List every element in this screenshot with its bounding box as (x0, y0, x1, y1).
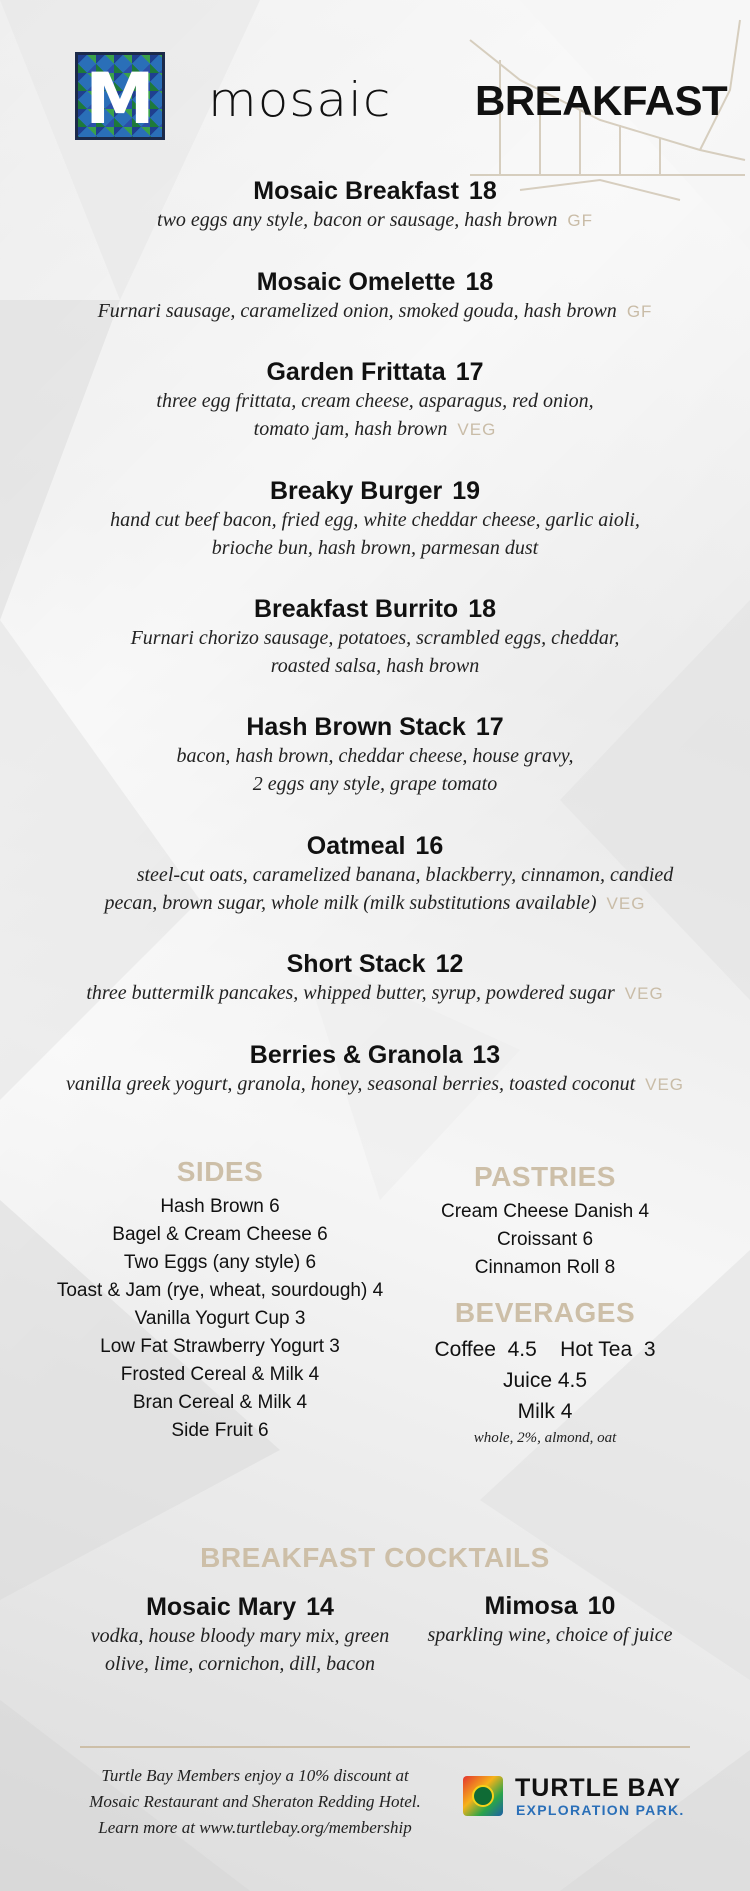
item-description: Furnari chorizo sausage, potatoes, scrambled eggs, cheddar, (130, 627, 620, 649)
sides-title: SIDES (176, 1156, 264, 1187)
list-item: Side Fruit 6 (171, 1420, 269, 1441)
item-description: steel-cut oats, caramelized banana, blackberry, cinnamon, candied (136, 864, 674, 886)
item-description: olive, lime, cornichon, dill, bacon (105, 1653, 375, 1675)
list-item: Juice 4.5 (502, 1369, 588, 1392)
list-item: Toast & Jam (rye, wheat, sourdough) 4 (56, 1280, 384, 1301)
list-item: Cinnamon Roll 8 (474, 1257, 616, 1278)
item-name: Hash Brown Stack (246, 713, 466, 741)
item-price: 18 (468, 177, 497, 205)
sides-section (40, 1155, 400, 1445)
item-name: Garden Frittata (266, 358, 446, 386)
cocktail-item (405, 1591, 695, 1649)
mosaic-logo-icon (75, 52, 165, 140)
dietary-tag: VEG (606, 894, 646, 913)
dietary-tag: GF (567, 211, 593, 230)
item-price: 17 (475, 713, 504, 741)
list-item: Coffee 4.5 Hot Tea 3 (434, 1338, 656, 1361)
list-item: Low Fat Strawberry Yogurt 3 (100, 1336, 340, 1357)
item-description: vodka, house bloody mary mix, green (90, 1625, 390, 1647)
item-description: three egg frittata, cream cheese, asparagus, red onion, (156, 390, 594, 412)
item-description: pecan, brown sugar, whole milk (milk substitutions available) (104, 892, 597, 914)
page-title: BREAKFAST (475, 77, 728, 124)
item-price: 14 (306, 1593, 334, 1621)
item-price: 18 (468, 595, 497, 623)
pastries-title: PASTRIES (474, 1161, 616, 1192)
item-name: Oatmeal (306, 832, 406, 860)
item-description: sparkling wine, choice of juice (427, 1624, 673, 1646)
item-description: vanilla greek yogurt, granola, honey, seasonal berries, toasted coconut (65, 1073, 636, 1095)
item-price: 12 (435, 950, 464, 978)
dietary-tag: VEG (645, 1075, 685, 1094)
list-item: Two Eggs (any style) 6 (123, 1252, 317, 1273)
list-item: Hash Brown 6 (160, 1196, 280, 1217)
menu-item (0, 594, 750, 680)
logo-letter: M (85, 58, 155, 140)
list-item: Bagel & Cream Cheese 6 (112, 1224, 328, 1245)
item-name: Breakfast Burrito (253, 595, 459, 623)
turtle-logo-icon (463, 1776, 503, 1816)
item-name: Mosaic Mary (146, 1593, 297, 1621)
item-price: 13 (472, 1041, 501, 1069)
menu-item (0, 831, 750, 918)
item-price: 16 (415, 832, 444, 860)
footer-divider (80, 1746, 690, 1748)
header (75, 50, 728, 145)
list-item: Bran Cereal & Milk 4 (132, 1392, 308, 1413)
item-name: Berries & Granola (249, 1041, 463, 1069)
cocktail-item (70, 1592, 410, 1678)
item-price: 10 (587, 1592, 616, 1620)
item-name: Short Stack (286, 950, 426, 978)
menu-item (0, 949, 750, 1008)
list-item: Milk 4 (517, 1400, 573, 1423)
menu-item (0, 357, 750, 444)
turtle-bay-subtitle: EXPLORATION PARK. (516, 1802, 685, 1818)
membership-note (55, 1763, 455, 1841)
item-name: Mimosa (484, 1592, 578, 1620)
item-description: hand cut beef bacon, fried egg, white cheddar cheese, garlic aioli, (110, 509, 640, 531)
footer-line: Turtle Bay Members enjoy a 10% discount at (101, 1766, 409, 1785)
list-item: Frosted Cereal & Milk 4 (120, 1364, 320, 1385)
item-description: Furnari sausage, caramelized onion, smoked gouda, hash brown (97, 300, 617, 322)
menu-item (0, 476, 750, 562)
list-item: Croissant 6 (496, 1229, 594, 1250)
turtle-bay-name: TURTLE BAY (515, 1774, 682, 1802)
item-description: 2 eggs any style, grape tomato (252, 773, 498, 795)
item-description: three buttermilk pancakes, whipped butter, syrup, powdered sugar (86, 982, 615, 1004)
item-description: two eggs any style, bacon or sausage, hash brown (157, 209, 558, 231)
list-item: Vanilla Yogurt Cup 3 (134, 1308, 306, 1329)
dietary-tag: VEG (457, 420, 497, 439)
footer-line: Learn more at www.turtlebay.org/membership (98, 1818, 412, 1837)
list-item: Cream Cheese Danish 4 (440, 1201, 650, 1222)
beverages-title: BEVERAGES (454, 1297, 636, 1328)
item-description: brioche bun, hash brown, parmesan dust (211, 537, 539, 559)
item-price: 18 (465, 268, 494, 296)
item-description: roasted salsa, hash brown (270, 655, 480, 677)
footer-line: Mosaic Restaurant and Sheraton Redding Hotel. (89, 1792, 421, 1811)
cocktails-title: BREAKFAST COCKTAILS (200, 1542, 550, 1573)
item-name: Mosaic Breakfast (253, 177, 459, 205)
brand-name: mosaic (208, 72, 392, 128)
pastries-beverages-section (400, 1160, 690, 1449)
item-name: Breaky Burger (269, 477, 443, 505)
item-price: 19 (452, 477, 481, 505)
dietary-tag: VEG (624, 984, 664, 1003)
menu-item (0, 712, 750, 798)
item-description: bacon, hash brown, cheddar cheese, house gravy, (176, 745, 574, 767)
item-price: 17 (455, 358, 484, 386)
menu-item (0, 267, 750, 326)
item-name: Mosaic Omelette (256, 268, 456, 296)
milk-options-note: whole, 2%, almond, oat (473, 1430, 617, 1446)
menu-item (0, 1040, 750, 1099)
menu-item (0, 176, 750, 235)
dietary-tag: GF (626, 302, 653, 321)
item-description: tomato jam, hash brown (253, 418, 448, 440)
turtle-bay-logo (463, 1774, 703, 1822)
